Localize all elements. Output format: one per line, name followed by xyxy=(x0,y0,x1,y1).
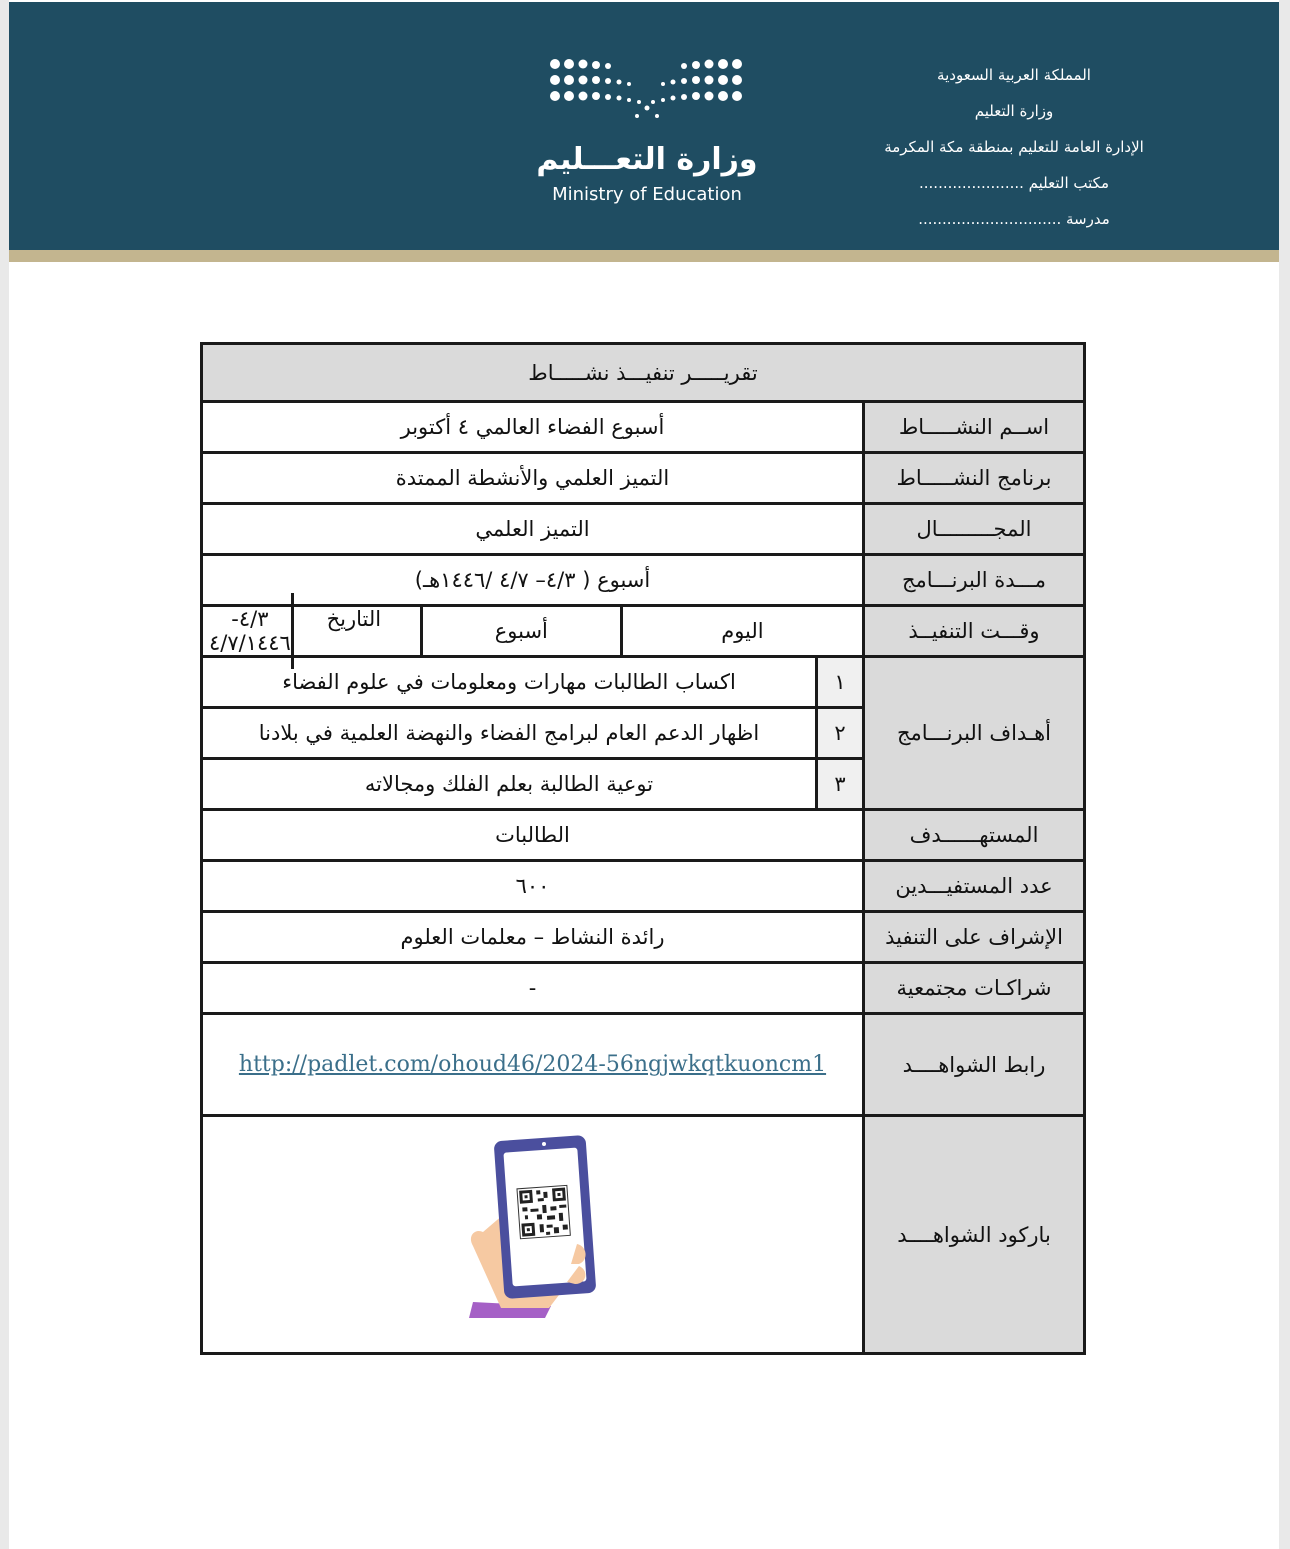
table-row xyxy=(202,963,1085,1014)
activity-name-value: أسبوع الفضاء العالمي ٤ أكتوبر xyxy=(202,402,864,453)
goal-text: توعية الطالبة بعلم الفلك ومجالاته xyxy=(202,759,817,810)
school-line: مدرسة .............................. xyxy=(918,210,1110,228)
table-row xyxy=(202,1014,1085,1116)
table-row xyxy=(202,861,1085,912)
partnerships-value: - xyxy=(202,963,864,1014)
report-title: تقريـــــر تنفيـــذ نشـــــاط xyxy=(202,344,1085,402)
table-row xyxy=(202,504,1085,555)
table-row xyxy=(202,1116,1085,1354)
target-value: الطالبات xyxy=(202,810,864,861)
directorate-line: الإدارة العامة للتعليم بمنطقة مكة المكرمة xyxy=(884,138,1144,156)
table-row xyxy=(202,402,1085,453)
day-label: اليوم xyxy=(621,606,863,657)
supervision-value: رائدة النشاط – معلمات العلوم xyxy=(202,912,864,963)
ministry-logo-dots-icon xyxy=(529,56,765,136)
beneficiaries-value: ٦٠٠ xyxy=(202,861,864,912)
goal-number: ١ xyxy=(817,657,864,708)
supervision-label: الإشراف على التنفيذ xyxy=(864,912,1085,963)
logo-arabic-text: وزارة التعـــليم xyxy=(536,142,758,177)
day-value: أسبوع xyxy=(421,606,621,657)
goal-number: ٣ xyxy=(817,759,864,810)
activity-program-value: التميز العلمي والأنشطة الممتدة xyxy=(202,453,864,504)
government-header-text xyxy=(849,60,1179,240)
date-value: ٤/٣- ٤/٧/١٤٤٦ xyxy=(209,607,291,655)
field-value: التميز العلمي xyxy=(202,504,864,555)
ministry-logo xyxy=(529,56,765,216)
beneficiaries-label: عدد المستفيـــدين xyxy=(864,861,1085,912)
phone-qr-code-icon xyxy=(453,1132,613,1332)
date-label: التاريخ xyxy=(291,593,414,669)
table-row xyxy=(202,912,1085,963)
kingdom-line: المملكة العربية السعودية xyxy=(937,66,1091,84)
activity-report-table xyxy=(200,342,1086,1355)
activity-name-label: اســم النشـــــاط xyxy=(864,402,1085,453)
partnerships-label: شراكـات مجتمعية xyxy=(864,963,1085,1014)
activity-program-label: برنامج النشـــــاط xyxy=(864,453,1085,504)
table-row xyxy=(202,606,1085,657)
office-line: مكتب التعليم ...................... xyxy=(919,174,1109,192)
table-row xyxy=(202,810,1085,861)
logo-english-text: Ministry of Education xyxy=(552,184,742,205)
goals-label: أهـداف البرنـــامج xyxy=(864,657,1085,810)
ministry-line: وزارة التعليم xyxy=(974,102,1054,120)
evidence-link[interactable]: http://padlet.com/ohoud46/2024-56ngjwkqtkuoncm1 xyxy=(238,1052,827,1077)
header-stripe xyxy=(9,250,1279,262)
header-banner xyxy=(9,2,1279,250)
evidence-link-label: رابط الشواهــــد xyxy=(864,1014,1085,1116)
target-label: المستهــــــدف xyxy=(864,810,1085,861)
goal-number: ٢ xyxy=(817,708,864,759)
field-label: المجـــــــــال xyxy=(864,504,1085,555)
execution-time-label: وقـــت التنفيــذ xyxy=(864,606,1085,657)
duration-label: مـــدة البرنـــامج xyxy=(864,555,1085,606)
goal-text: اظهار الدعم العام لبرامج الفضاء والنهضة العلمية في بلادنا xyxy=(202,708,817,759)
table-row xyxy=(202,453,1085,504)
goal-text: اكساب الطالبات مهارات ومعلومات في علوم الفضاء xyxy=(202,657,817,708)
evidence-barcode-label: باركود الشواهــــد xyxy=(864,1116,1085,1354)
duration-value: أسبوع ( ٤/٣– ٤/٧ /١٤٤٦هـ) xyxy=(202,555,864,606)
